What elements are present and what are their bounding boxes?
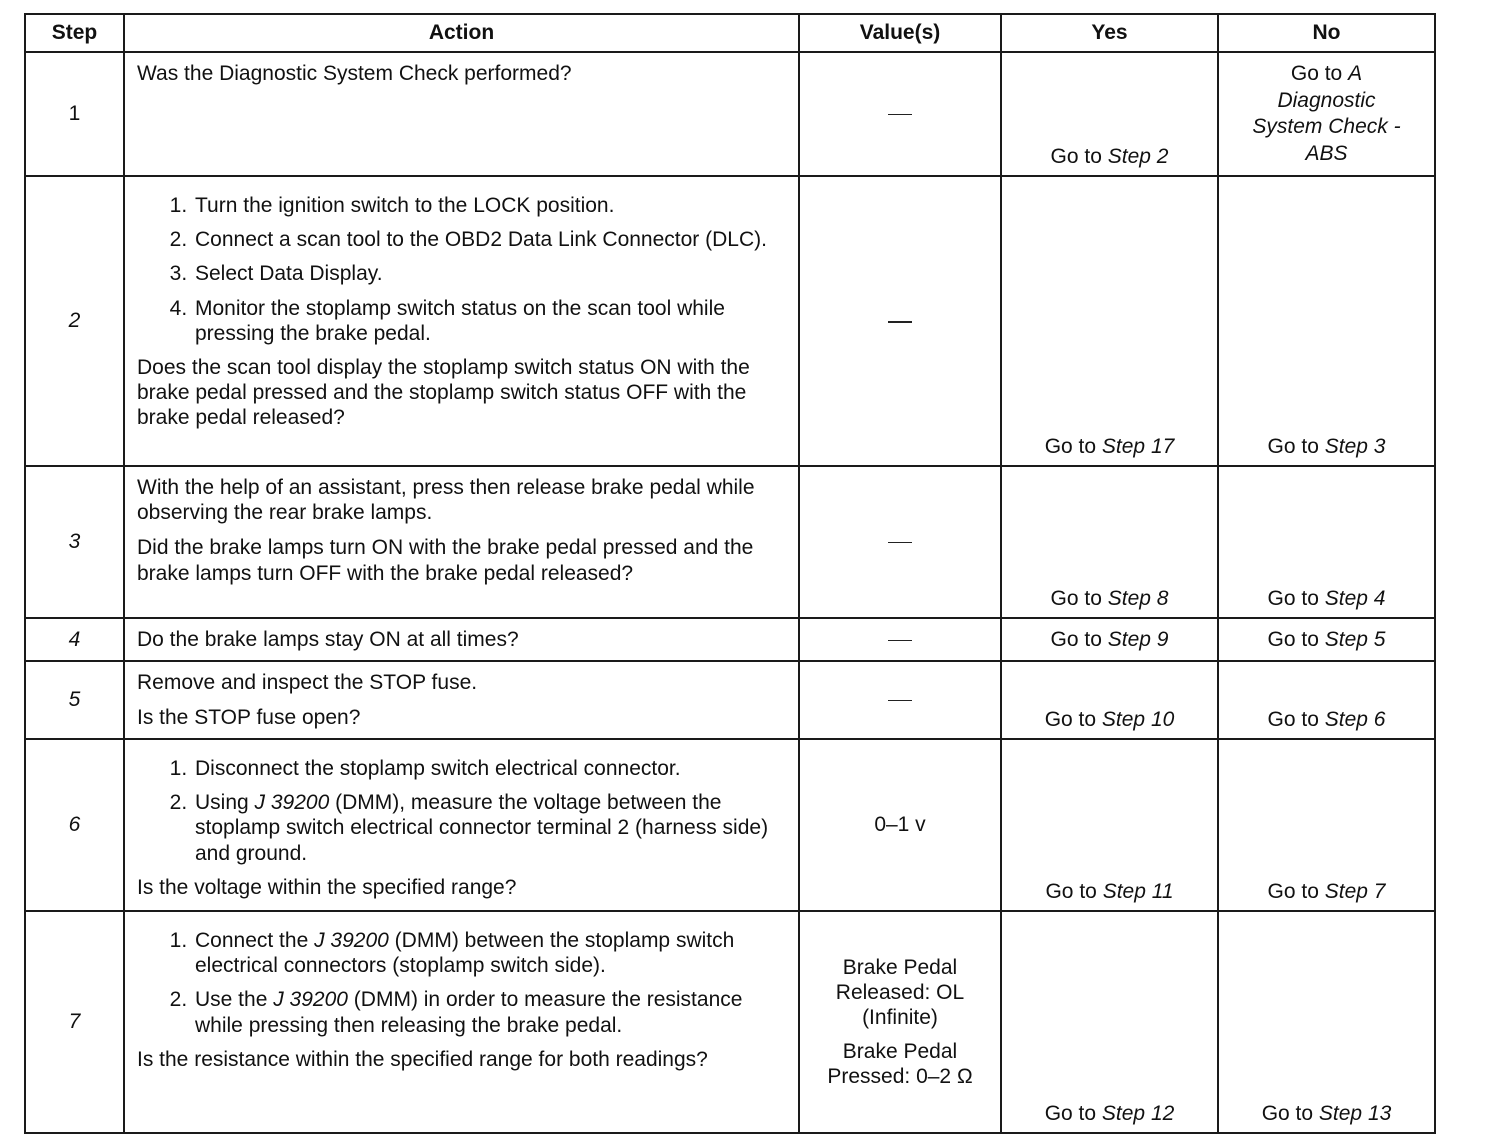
step-number: 3 [25, 466, 124, 618]
action-question: Do the brake lamps stay ON at all times? [137, 627, 519, 651]
value-cell [799, 618, 1001, 661]
value-dash [888, 321, 912, 323]
diagnostic-table [24, 13, 1436, 1134]
action-question: Is the resistance within the specified range for both readings? [137, 1047, 708, 1071]
table-row [25, 52, 1435, 176]
yes-cell [1001, 911, 1218, 1133]
header-yes: Yes [1001, 14, 1218, 52]
action-cell [124, 911, 799, 1133]
value-cell [799, 661, 1001, 739]
header-values: Value(s) [799, 14, 1001, 52]
header-step: Step [25, 14, 124, 52]
yes-target[interactable]: Step 12 [1101, 1101, 1175, 1125]
action-cell [124, 661, 799, 739]
action-steps [137, 756, 788, 866]
action-step-text: (DMM) in order to measure the resistance while pressing then releasing the brake pedal. [195, 988, 743, 1037]
table-row [25, 176, 1435, 466]
step-number: 2 [25, 176, 124, 466]
action-step: 1. Turn the ignition switch to the LOCK position. [193, 193, 788, 218]
yes-target[interactable]: Step 17 [1101, 434, 1175, 458]
yes-cell [1001, 739, 1218, 911]
yes-prefix: Go to [1050, 627, 1102, 651]
action-question: Does the scan tool display the stoplamp switch status ON with the brake pedal pressed and the stoplamp switch status OFF with the brake pedal released? [137, 355, 750, 430]
action-step [193, 928, 788, 978]
value-cell [799, 466, 1001, 618]
header-no: No [1218, 14, 1435, 52]
yes-target[interactable]: Step 8 [1107, 586, 1169, 610]
action-step: 3. Select Data Display. [193, 261, 788, 286]
yes-cell [1001, 618, 1218, 661]
step-number: 6 [25, 739, 124, 911]
action-step-text: (DMM), measure the voltage between the stoplamp switch electrical connector terminal 2 (harness side) and ground. [195, 791, 769, 865]
no-prefix: Go to [1267, 586, 1319, 610]
no-prefix: Go to [1267, 879, 1319, 903]
action-question: Is the STOP fuse open? [137, 706, 361, 730]
yes-prefix: Go to [1044, 1101, 1097, 1125]
tool-name: J 39200 [273, 988, 348, 1012]
yes-cell [1001, 661, 1218, 739]
yes-target[interactable]: Step 10 [1101, 707, 1175, 731]
action-step: 4. Monitor the stoplamp switch status on the scan tool while pressing the brake pedal. [193, 296, 788, 346]
action-cell [124, 52, 799, 176]
no-target[interactable]: Step 4 [1324, 586, 1386, 610]
action-cell [124, 618, 799, 661]
no-target[interactable]: Step 3 [1324, 434, 1386, 458]
value-cell: 0–1 v [799, 739, 1001, 911]
yes-cell [1001, 176, 1218, 466]
yes-target[interactable]: Step 2 [1107, 144, 1169, 168]
value-pressed: Brake Pedal Pressed: 0–2 Ω [827, 1039, 973, 1088]
step-number: 5 [25, 661, 124, 739]
action-step-text: (DMM) between the stoplamp switch electrical connectors (stoplamp switch side). [195, 929, 735, 978]
no-cell [1218, 911, 1435, 1133]
action-cell [124, 466, 799, 618]
action-steps [137, 193, 788, 346]
value-dash [888, 640, 912, 641]
action-intro: With the help of an assistant, press then release brake pedal while observing the rear brake lamps. [137, 476, 755, 525]
yes-prefix: Go to [1050, 144, 1102, 168]
value-cell [799, 176, 1001, 466]
no-prefix: Go to [1261, 1101, 1314, 1125]
step-number: 4 [25, 618, 124, 661]
table-row [25, 739, 1435, 911]
yes-prefix: Go to [1050, 586, 1102, 610]
action-question: Did the brake lamps turn ON with the brake pedal pressed and the brake lamps turn OFF with the brake pedal released? [137, 536, 754, 585]
yes-cell [1001, 52, 1218, 176]
action-step [193, 790, 788, 866]
step-number: 7 [25, 911, 124, 1133]
action-step-text: Use the [195, 988, 268, 1012]
table-row [25, 466, 1435, 618]
no-target[interactable]: A Diagnostic System Check - ABS [1252, 62, 1401, 165]
no-cell [1218, 661, 1435, 739]
no-cell [1218, 466, 1435, 618]
no-target[interactable]: Step 13 [1318, 1101, 1392, 1125]
no-cell [1218, 176, 1435, 466]
value-cell [799, 911, 1001, 1133]
table-row [25, 911, 1435, 1133]
value-dash [888, 542, 912, 543]
action-step-text: Using [195, 791, 249, 815]
no-target[interactable]: Step 5 [1324, 627, 1386, 651]
no-prefix: Go to [1267, 434, 1319, 458]
action-step [193, 987, 788, 1037]
value-cell [799, 52, 1001, 176]
action-question: Was the Diagnostic System Check performed? [137, 62, 572, 85]
action-steps [137, 928, 788, 1038]
yes-prefix: Go to [1045, 879, 1097, 903]
header-action: Action [124, 14, 799, 52]
no-prefix: Go to [1290, 62, 1343, 85]
no-cell [1218, 618, 1435, 661]
yes-prefix: Go to [1044, 434, 1097, 458]
action-step: 1. Disconnect the stoplamp switch electrical connector. [193, 756, 788, 781]
value-dash [888, 700, 912, 701]
no-target[interactable]: Step 6 [1324, 707, 1386, 731]
no-prefix: Go to [1267, 627, 1319, 651]
header-row [25, 14, 1435, 52]
action-intro: Remove and inspect the STOP fuse. [137, 671, 478, 694]
yes-prefix: Go to [1044, 707, 1097, 731]
no-prefix: Go to [1267, 707, 1319, 731]
action-cell [124, 739, 799, 911]
table-row [25, 618, 1435, 661]
step-number: 1 [25, 52, 124, 176]
action-step: 2. Connect a scan tool to the OBD2 Data Link Connector (DLC). [193, 227, 788, 252]
value-dash [888, 114, 912, 115]
no-cell [1218, 52, 1435, 176]
action-cell [124, 176, 799, 466]
tool-name: J 39200 [314, 929, 389, 952]
action-question: Is the voltage within the specified range? [137, 875, 517, 899]
yes-cell [1001, 466, 1218, 618]
no-target[interactable]: Step 7 [1324, 879, 1386, 903]
no-cell [1218, 739, 1435, 911]
value-released: Brake Pedal Released: OL (Infinite) [835, 956, 965, 1030]
yes-target[interactable]: Step 9 [1107, 627, 1169, 651]
tool-name: J 39200 [254, 791, 330, 815]
yes-target[interactable]: Step 11 [1102, 879, 1174, 903]
table-row [25, 661, 1435, 739]
action-step-text: Connect the [195, 929, 309, 952]
